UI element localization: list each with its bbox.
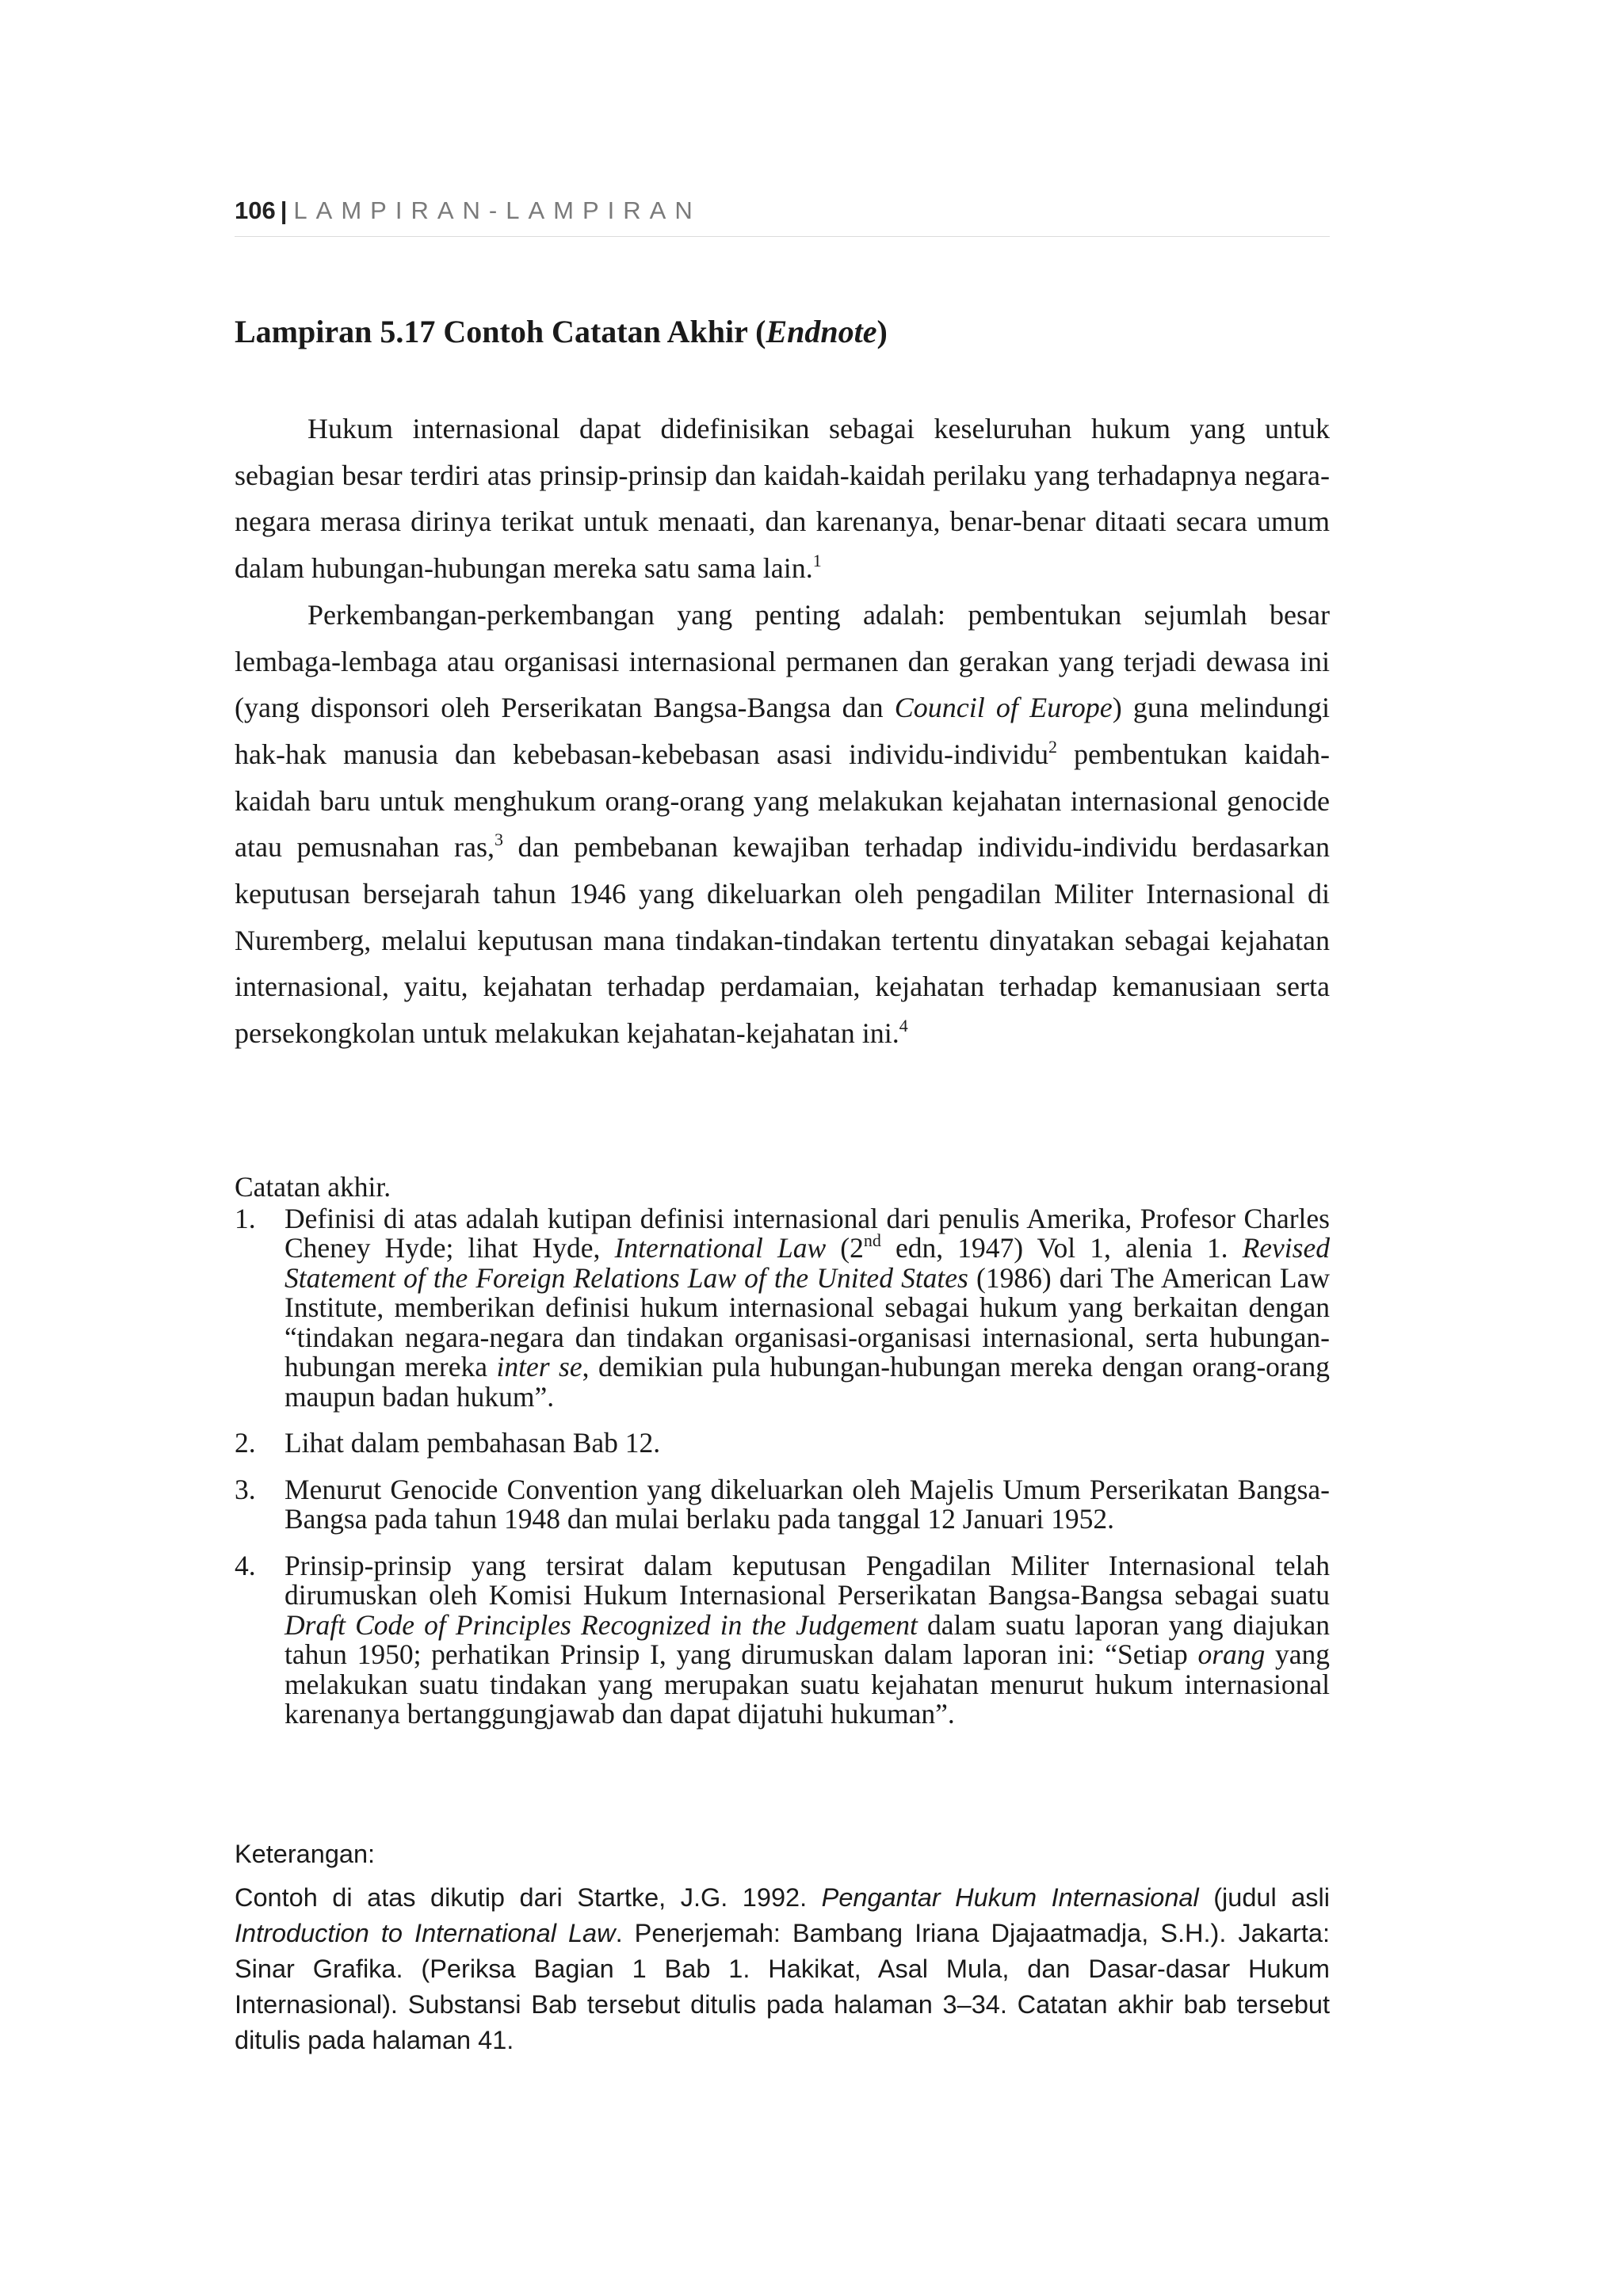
endnote-1-sup: nd xyxy=(863,1230,881,1250)
title-italic: Endnote xyxy=(766,314,877,349)
endnote-number: 3. xyxy=(235,1473,256,1505)
endnote-1-d-italic: inter se xyxy=(496,1351,582,1383)
endnote-4-a: Prinsip-prinsip yang tersirat dalam keputusan Pengadilan Militer Internasional telah dirumuskan oleh Komisi Hukum Internasional Perserikatan Bangsa-Bangsa sebagai suatu xyxy=(285,1549,1330,1611)
endnote-1-d: (1986) dari The American Law Institute, memberikan definisi hukum internasional sebagai hukum yang berkaitan dengan “tindakan negara-negara dan tindakan organisasi-organisasi internasional, serta hubungan-hubungan mereka xyxy=(285,1261,1330,1383)
keterangan-text xyxy=(235,1880,1330,2058)
endnote-ref-4: 4 xyxy=(899,1016,908,1036)
page-number: 106 xyxy=(235,196,276,224)
endnote-text xyxy=(285,1204,1330,1413)
endnote-4-b-italic: orang xyxy=(1197,1638,1266,1670)
endnotes-section xyxy=(235,1173,1330,1730)
paragraph-1 xyxy=(235,406,1330,592)
endnote-text: Lihat dalam pembahasan Bab 12. xyxy=(285,1427,661,1459)
endnote-ref-2: 2 xyxy=(1048,736,1057,757)
endnote-ref-3: 3 xyxy=(495,830,503,850)
keterangan-c: . Penerjemah: Bambang Iriana Djajaatmadja, S.H.). Jakarta: Sinar Grafika. (Periksa Bagian 1 Bab 1. Hakikat, Asal Mula, dan Dasar-dasar Hukum Internasional). Substansi Bab tersebut ditulis pada halaman 3–34. Catatan akhir bab tersebut ditulis pada halaman 41. xyxy=(235,1919,1330,2054)
paragraph-2-text-c: pembentukan kaidah-kaidah baru untuk menghukum orang-orang yang melakukan kejahatan internasional genocide atau pemusnahan ras, xyxy=(235,738,1330,864)
section-title: LAMPIRAN-LAMPIRAN xyxy=(293,196,701,224)
endnote-1-c: edn, 1947) Vol 1, alenia 1. xyxy=(880,1232,1243,1264)
paragraph-2-text-b: ) guna melindungi hak-hak manusia dan kebebasan-kebebasan asasi individu-individu xyxy=(235,692,1331,770)
endnote-text xyxy=(285,1551,1330,1730)
endnote-number: 4. xyxy=(235,1549,256,1581)
endnote-4-c: yang melakukan suatu tindakan yang merupakan suatu kejahatan menurut hukum internasional karenanya bertanggungjawab dan dapat dijatuhi hukuman”. xyxy=(285,1638,1330,1730)
endnote-4-b: dalam suatu laporan yang diajukan tahun 1950; perhatikan Prinsip I, yang dirumuskan dalam laporan ini: “Setiap xyxy=(285,1608,1330,1670)
endnote-item-4 xyxy=(235,1551,1330,1730)
keterangan-a-italic: Pengantar Hukum Internasional xyxy=(821,1883,1199,1912)
paragraph-2 xyxy=(235,592,1330,1057)
keterangan-b-italic: Introduction to International Law xyxy=(235,1919,616,1947)
header-separator: | xyxy=(280,196,288,224)
endnotes-heading: Catatan akhir. xyxy=(235,1171,391,1203)
endnote-ref-1: 1 xyxy=(812,551,822,571)
endnote-number: 2. xyxy=(235,1427,256,1459)
paragraph-2-italic: Council of Europe xyxy=(894,692,1113,724)
title-close: ) xyxy=(876,314,888,349)
endnote-item-3 xyxy=(235,1475,1330,1535)
title-text: Lampiran 5.17 Contoh Catatan Akhir ( xyxy=(235,314,766,349)
keterangan-heading: Keterangan: xyxy=(235,1840,376,1868)
keterangan-a: Contoh di atas dikutip dari Startke, J.G. 1992. xyxy=(235,1883,822,1912)
endnote-1-b: (2 xyxy=(826,1232,864,1264)
paragraph-1-text: Hukum internasional dapat didefinisikan sebagai keseluruhan hukum yang untuk sebagian besar terdiri atas prinsip-prinsip dan kaidah-kaidah perilaku yang terhadapnya negara-negara merasa dirinya terikat untuk menaati, dan karenanya, benar-benar ditaati secara umum dalam hubungan-hubungan mereka satu sama lain. xyxy=(235,413,1330,585)
endnote-1-a: Definisi di atas adalah kutipan definisi internasional dari penulis Amerika, Profesor Charles Cheney Hyde; lihat Hyde, xyxy=(285,1202,1330,1264)
body-text xyxy=(235,406,1330,1057)
keterangan-b: (judul asli xyxy=(1198,1883,1330,1912)
paragraph-2-text-a: Perkembangan-perkembangan yang penting adalah: pembentukan sejumlah besar lembaga-lembaga atau organisasi internasional permanen dan gerakan yang terjadi dewasa ini (yang disponsori oleh Perserikatan Bangsa-Bangsa dan xyxy=(235,598,1330,724)
page-title xyxy=(235,312,1330,352)
endnote-1-c-italic: Revised Statement of the Foreign Relations Law of the United States xyxy=(285,1232,1330,1294)
endnote-text: Menurut Genocide Convention yang dikeluarkan oleh Majelis Umum Perserikatan Bangsa-Bangsa pada tahun 1948 dan mulai berlaku pada tanggal 12 Januari 1952. xyxy=(285,1473,1330,1535)
paragraph-2-text-d: dan pembebanan kewajiban terhadap individu-individu berdasarkan keputusan bersejarah tahun 1946 yang dikeluarkan oleh pengadilan Militer Internasional di Nuremberg, melalui keputusan mana tindakan-tindakan tertentu dinyatakan sebagai kejahatan internasional, yaitu, kejahatan terhadap perdamaian, kejahatan terhadap kemanusiaan serta persekongkolan untuk melakukan kejahatan-kejahatan ini. xyxy=(235,831,1330,1050)
endnote-4-a-italic: Draft Code of Principles Recognized in the Judgement xyxy=(285,1608,918,1641)
running-header xyxy=(235,196,1330,237)
endnote-1-e: , demikian pula hubungan-hubungan mereka dengan orang-orang maupun badan hukum”. xyxy=(285,1351,1330,1413)
endnote-item-1 xyxy=(235,1204,1330,1413)
endnote-item-2 xyxy=(235,1428,1330,1459)
endnote-number: 1. xyxy=(235,1202,256,1234)
endnote-1-a-italic: International Law xyxy=(614,1232,827,1264)
keterangan-section xyxy=(235,1836,1330,2058)
